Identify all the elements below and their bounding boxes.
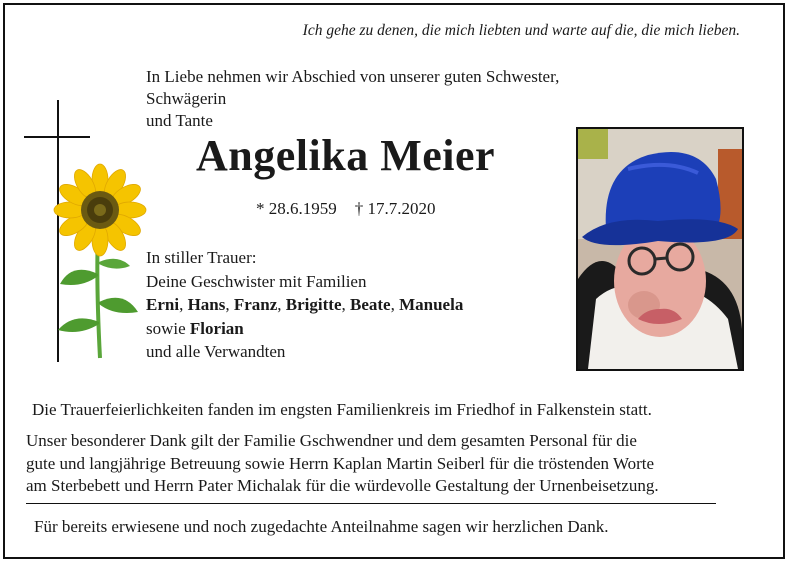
intro-line: und Tante xyxy=(146,111,213,130)
siblings-list: Erni, Hans, Franz, Brigitte, Beate, Manuela xyxy=(146,295,464,314)
sunflower-icon xyxy=(52,162,147,362)
mourners-heading: In stiller Trauer: xyxy=(146,248,257,267)
sibling-name: Franz xyxy=(233,295,278,314)
portrait-image xyxy=(578,129,742,369)
thanks-line: am Sterbebett und Herrn Pater Michalak für die würdevolle Gestaltung der Urnenbeisetzung. xyxy=(26,476,659,495)
mourners-block xyxy=(146,246,463,364)
sibling-name: Manuela xyxy=(399,295,464,314)
thanks-paragraph xyxy=(26,430,766,498)
thanks-line: gute und langjährige Betreuung sowie Herrn Kaplan Martin Seiberl für die tröstenden Worte xyxy=(26,453,655,473)
sibling-name: Brigitte xyxy=(285,295,342,314)
funeral-notice: Die Trauerfeierlichkeiten fanden im engsten Familienkreis im Friedhof in Falkenstein statt. xyxy=(32,400,652,419)
sibling-name: Beate xyxy=(350,295,391,314)
motto-quote: Ich gehe zu denen, die mich liebten und warte auf die, die mich lieben. xyxy=(302,22,740,39)
life-dates xyxy=(256,199,454,219)
also-name: Florian xyxy=(189,318,244,338)
portrait-photo xyxy=(576,127,744,371)
intro-text xyxy=(146,66,586,132)
sibling-name: Erni xyxy=(146,295,180,314)
thanks-line: Unser besonderer Dank gilt der Familie Gschwendner und dem gesamten Personal für die xyxy=(26,431,637,450)
death-date: † 17.7.2020 xyxy=(354,199,436,218)
mourners-line: und alle Verwandten xyxy=(146,342,286,361)
closing-thanks: Für bereits erwiesene und noch zugedachte Anteilnahme sagen wir herzlichen Dank. xyxy=(34,517,609,536)
deceased-name: Angelika Meier xyxy=(196,131,496,180)
mourners-line: Deine Geschwister mit Familien xyxy=(146,271,367,291)
intro-line: In Liebe nehmen wir Abschied von unserer guten Schwester, Schwägerin xyxy=(146,67,560,108)
cross-icon-bar xyxy=(24,136,90,138)
also-line: sowie Florian xyxy=(146,318,244,338)
sibling-name: Hans xyxy=(187,295,226,314)
divider xyxy=(26,503,716,504)
birth-date: * 28.6.1959 xyxy=(256,199,337,218)
